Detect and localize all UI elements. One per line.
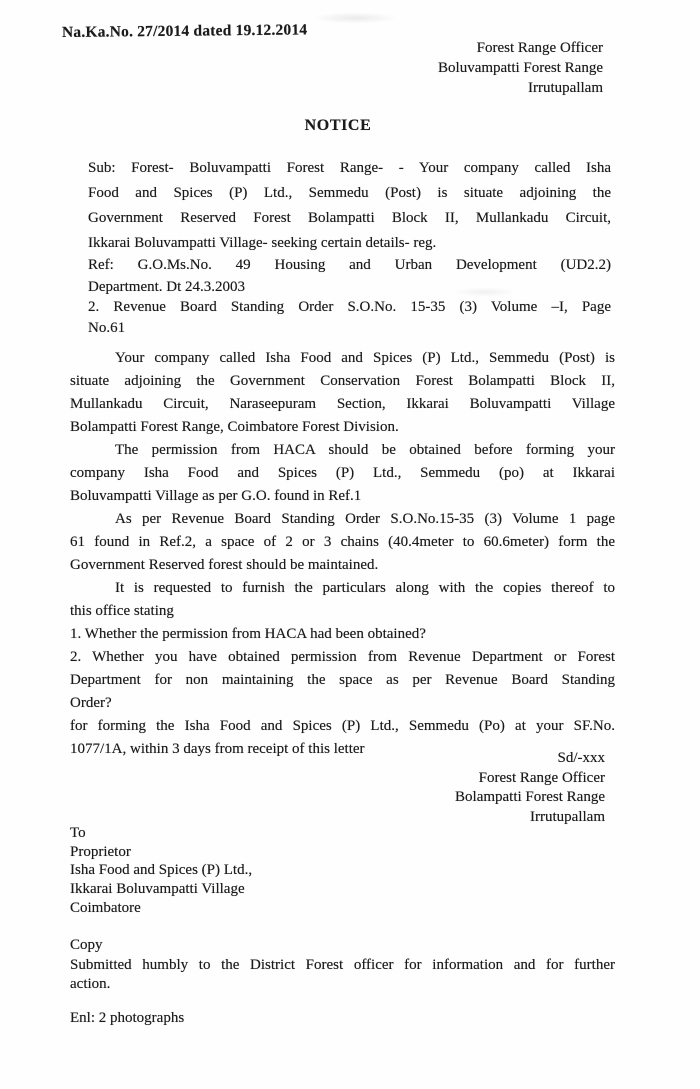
body-line: Order? (70, 695, 112, 711)
sender-block (438, 38, 603, 98)
body-line: It is requested to furnish the particulars along with the copies thereof to (115, 580, 615, 596)
addressee-line: To (70, 825, 86, 841)
subject-line: Sub: Forest- Boluvampatti Forest Range- - Your company called Isha (88, 160, 611, 176)
body-line: 1077/1A, within 3 days from receipt of this letter (70, 741, 365, 757)
body-line: Department for non maintaining the space as per Revenue Board Standing (70, 672, 615, 688)
body-line: Government Reserved forest should be maintained. (70, 557, 379, 573)
reference-line: No.61 (88, 320, 126, 336)
body-line: As per Revenue Board Standing Order S.O.No.15-35 (3) Volume 1 page (115, 511, 615, 527)
signature-line: Bolampatti Forest Range (455, 789, 605, 805)
sender-line: Forest Range Officer (476, 40, 603, 56)
body-line: for forming the Isha Food and Spices (P) Ltd., Semmedu (Po) at your SF.No. (70, 718, 615, 734)
signature-line: Forest Range Officer (478, 769, 605, 786)
reference-line: 2. Revenue Board Standing Order S.O.No. 15-35 (3) Volume –I, Page (88, 299, 611, 315)
letter-body (70, 347, 615, 761)
addressee-line: Proprietor (70, 843, 131, 860)
signature-line: Sd/-xxx (557, 750, 605, 766)
reference-item-1 (88, 254, 611, 298)
addressee-block (70, 824, 252, 918)
reference-line: Department. Dt 24.3.2003 (88, 279, 246, 295)
body-paragraph-4 (70, 577, 615, 623)
body-line: Your company called Isha Food and Spices (P) Ltd., Semmedu (Post) is (115, 350, 615, 366)
body-paragraph-2 (70, 439, 615, 508)
sender-line: Boluvampatti Forest Range (438, 60, 603, 76)
copy-line: Submitted humbly to the District Forest officer for information and for further (70, 956, 615, 973)
body-line: 2. Whether you have obtained permission from Revenue Department or Forest (70, 649, 615, 665)
body-line: situate adjoining the Government Conservation Forest Bolampatti Block II, (70, 373, 615, 389)
addressee-line: Isha Food and Spices (P) Ltd., (70, 862, 253, 879)
body-line: 1. Whether the permission from HACA had been obtained? (70, 626, 426, 642)
reference-line: Ref: G.O.Ms.No. 49 Housing and Urban Development (UD2.2) (88, 257, 611, 273)
body-paragraph-3 (70, 508, 615, 577)
notice-title: NOTICE (304, 117, 372, 134)
addressee-line: Ikkarai Boluvampatti Village (70, 881, 245, 898)
body-line: 61 found in Ref.2, a space of 2 or 3 chains (40.4meter to 60.6meter) form the (70, 534, 615, 550)
body-paragraph-1 (70, 347, 615, 439)
body-line: Mullankadu Circuit, Naraseepuram Section, Ikkarai Boluvampatti Village (70, 396, 615, 412)
signature-line: Irrutupallam (530, 808, 605, 825)
signature-block (455, 749, 605, 827)
numbered-point-1 (70, 623, 615, 646)
subject-line: Food and Spices (P) Ltd., Semmedu (Post) is situate adjoining the (88, 185, 611, 201)
file-reference-line: Na.Ka.No. 27/2014 dated 19.12.2014 (61, 21, 308, 41)
enclosure-line: Enl: 2 photographs (70, 1010, 185, 1026)
sender-line: Irrutupallam (528, 80, 603, 96)
body-line: The permission from HACA should be obtained before forming your (115, 442, 615, 458)
subject-block (88, 156, 611, 256)
reference-item-2 (88, 297, 611, 339)
body-line: Boluvampatti Village as per G.O. found in Ref.1 (70, 488, 362, 504)
subject-line: Government Reserved Forest Bolampatti Block II, Mullankadu Circuit, (88, 210, 611, 226)
copy-line: Copy (70, 937, 103, 953)
numbered-point-2 (70, 646, 615, 715)
copy-block (70, 936, 615, 995)
body-line: Bolampatti Forest Range, Coimbatore Forest Division. (70, 419, 399, 435)
copy-line: action. (70, 976, 111, 992)
body-line: company Isha Food and Spices (P) Ltd., Semmedu (po) at Ikkarai (70, 465, 615, 481)
subject-line: Ikkarai Boluvampatti Village- seeking certain details- reg. (88, 235, 437, 251)
body-line: this office stating (70, 603, 174, 619)
addressee-line: Coimbatore (70, 899, 141, 916)
